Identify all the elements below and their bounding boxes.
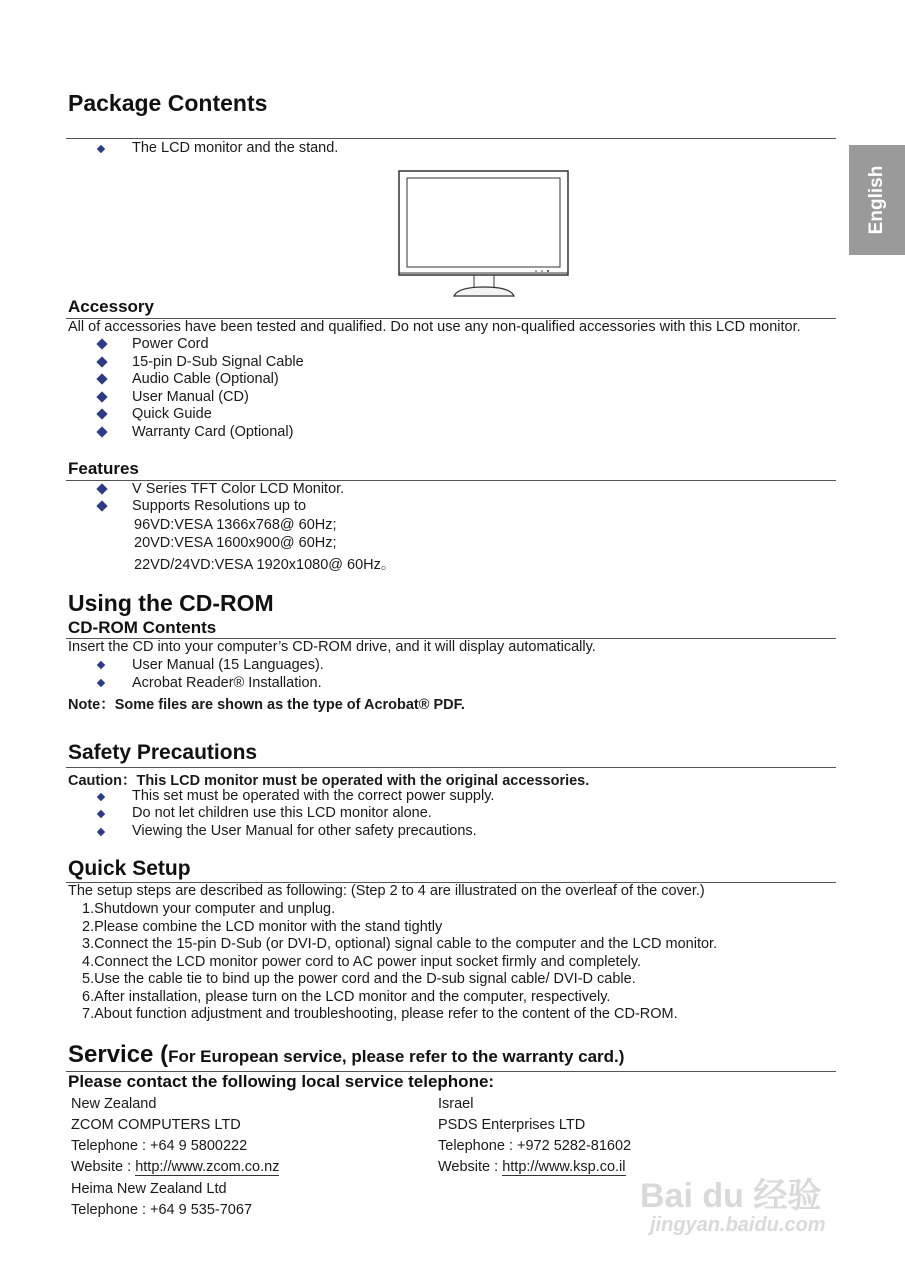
accessory-item: User Manual (CD) [132,389,249,405]
israel-country: Israel [438,1096,474,1112]
setup-step: 3.Connect the 15-pin D-Sub (or DVI-D, optional) signal cable to the computer and the LCD monitor. [82,936,718,952]
bullet-icon [96,373,107,384]
cdrom-intro: Insert the CD into your computer’s CD-ROM drive, and it will display automatically. [68,639,596,655]
service-heading [68,1041,624,1069]
cdrom-item: Acrobat Reader® Installation. [132,675,322,691]
service-title-note: For European service, please refer to the warranty card.) [168,1047,625,1066]
israel-website-link[interactable]: http://www.ksp.co.il [502,1159,626,1175]
feature-resolution: 22VD/24VD:VESA 1920x1080@ 60Hz。 [134,557,396,573]
setup-intro: The setup steps are described as following: (Step 2 to 4 are illustrated on the overleaf of the cover.) [68,883,705,899]
nz-company: ZCOM COMPUTERS LTD [71,1117,241,1133]
setup-step: 4.Connect the LCD monitor power cord to AC power input socket firmly and completely. [82,954,642,970]
package-item: The LCD monitor and the stand. [132,140,339,156]
bullet-icon [96,356,107,367]
accessory-item: Quick Guide [132,406,212,422]
safety-item: Do not let children use this LCD monitor alone. [132,805,432,821]
bullet-icon [96,338,107,349]
cdrom-title: Using the CD-ROM [68,590,274,616]
bullet-icon [96,483,107,494]
service-title: Service ( [68,1041,169,1068]
israel-phone: Telephone : +972 5282-81602 [438,1138,632,1154]
setup-step: 7.About function adjustment and troubleshooting, please refer to the content of the CD-ROM. [82,1006,678,1022]
setup-step: 1.Shutdown your computer and unplug. [82,901,336,917]
bullet-icon [96,391,107,402]
nz-website-label: Website : [71,1159,136,1175]
nz-website [71,1159,279,1175]
israel-company: PSDS Enterprises LTD [438,1117,586,1133]
safety-item: Viewing the User Manual for other safety precautions. [132,823,477,839]
bullet-icon [96,500,107,511]
safety-title: Safety Precautions [68,741,258,764]
setup-step: 2.Please combine the LCD monitor with the stand tightly [82,919,443,935]
nz-country: New Zealand [71,1096,157,1112]
section-divider [66,138,836,139]
language-tab-label: English [866,165,887,235]
accessory-item: Warranty Card (Optional) [132,424,294,440]
setup-step: 6.After installation, please turn on the LCD monitor and the computer, respectively. [82,989,611,1005]
bullet-icon [97,828,105,836]
safety-caution: Caution：This LCD monitor must be operated with the original accessories. [68,773,590,789]
feature-item: V Series TFT Color LCD Monitor. [132,481,345,497]
package-contents-title: Package Contents [68,90,268,116]
feature-resolution: 20VD:VESA 1600x900@ 60Hz; [134,535,337,551]
nz-company-2: Heima New Zealand Ltd [71,1181,227,1197]
cdrom-subtitle: CD-ROM Contents [68,618,217,637]
section-divider [66,767,836,768]
israel-website-label: Website : [438,1159,503,1175]
cdrom-note: Note：Some files are shown as the type of Acrobat® PDF. [68,697,465,713]
bullet-icon [97,661,105,669]
bullet-icon [96,426,107,437]
baidu-watermark-url: jingyan.baidu.com [650,1214,826,1236]
feature-item: Supports Resolutions up to [132,498,307,514]
accessory-item: 15-pin D-Sub Signal Cable [132,354,304,370]
nz-phone-2: Telephone : +64 9 535-7067 [71,1202,253,1218]
accessory-intro: All of accessories have been tested and qualified. Do not use any non-qualified accessories with this LCD monitor. [68,319,801,335]
cdrom-item: User Manual (15 Languages). [132,657,324,673]
service-contact: Please contact the following local service telephone: [68,1072,495,1091]
israel-website [438,1159,626,1175]
bullet-icon [97,793,105,801]
nz-phone: Telephone : +64 9 5800222 [71,1138,248,1154]
safety-item: This set must be operated with the correct power supply. [132,788,495,804]
accessory-item: Power Cord [132,336,209,352]
nz-website-link[interactable]: http://www.zcom.co.nz [135,1159,280,1175]
accessory-item: Audio Cable (Optional) [132,371,279,387]
feature-resolution: 96VD:VESA 1366x768@ 60Hz; [134,517,337,533]
accessory-title: Accessory [68,297,155,316]
bullet-icon [97,810,105,818]
bullet-icon [97,679,105,687]
features-title: Features [68,459,139,478]
bullet-icon [96,408,107,419]
setup-step: 5.Use the cable tie to bind up the power cord and the D-sub signal cable/ DVI-D cable. [82,971,636,987]
setup-title: Quick Setup [68,857,191,880]
language-tab [849,145,905,255]
baidu-watermark-brand: Bai du 经验 [640,1177,822,1215]
bullet-icon [97,145,105,153]
lcd-monitor-illustration [398,170,570,300]
